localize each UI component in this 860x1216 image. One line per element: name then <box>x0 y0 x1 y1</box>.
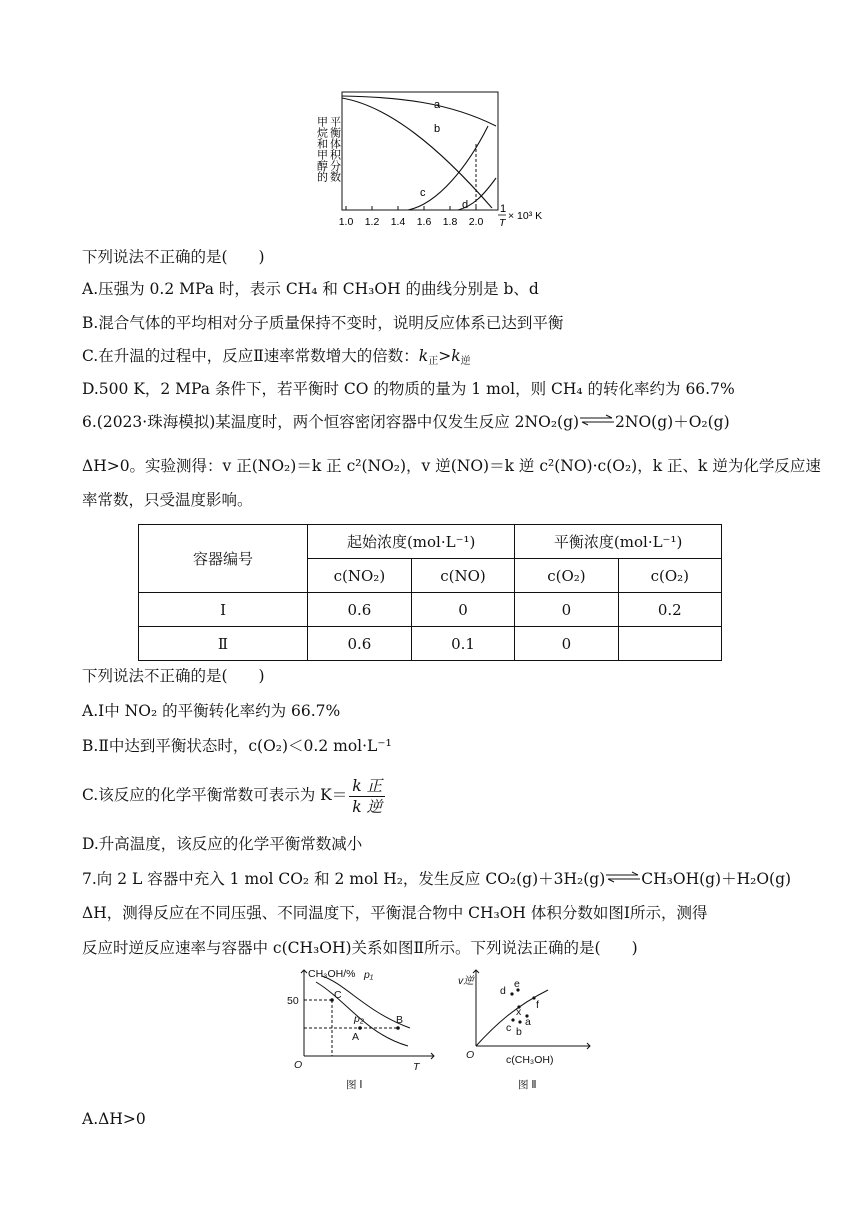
table-cell: Ⅰ <box>139 593 308 627</box>
x-label-num: 1 <box>500 203 507 215</box>
q6-option-d[interactable]: D.升高温度，该反应的化学平衡常数减小 <box>82 835 363 853</box>
x-label-den: T <box>499 217 506 229</box>
point-label-b: B <box>396 1014 404 1026</box>
q6-option-c[interactable]: C.该反应的化学平衡常数可表示为 K＝ $\frac{\text{k 正}}{\text{k 逆}}$ <box>82 772 385 818</box>
curve-label-b: b <box>434 123 441 135</box>
tick-label: 1.6 <box>416 216 432 228</box>
fraction: $\frac{\text{k 正}}{\text{k 逆}}$ <box>349 776 385 817</box>
q5-option-d[interactable]: D.500 K，2 MPa 条件下，若平衡时 CO 的物质的量为 1 mol，则 CH₄ 的转化率约为 66.7% <box>82 380 735 398</box>
curve-label-a: a <box>434 99 441 111</box>
point-label-a: a <box>525 1016 531 1028</box>
tick-label: 1.0 <box>338 216 354 228</box>
table-cell: 0.2 <box>618 593 721 627</box>
table-cell: 0.6 <box>308 593 412 627</box>
q6-option-a[interactable]: A.Ⅰ中 NO₂ 的平衡转化率约为 66.7% <box>82 702 341 720</box>
table-cell: 0 <box>411 593 515 627</box>
point-label-b: b <box>516 1026 522 1038</box>
origin-label: O <box>466 1049 475 1061</box>
y-axis-label: v逆 <box>458 975 474 987</box>
table-subheader: c(O₂) <box>618 559 721 593</box>
point-label-d: d <box>500 985 506 997</box>
table-row <box>139 593 722 627</box>
point-label-e: e <box>514 978 520 990</box>
table-subheader: c(NO₂) <box>308 559 412 593</box>
q6-line2: ΔH>0。实验测得：v 正(NO₂)＝k 正 c²(NO₂)，v 逆(NO)＝k 逆 c²(NO)·c(O₂)，k 正、k 逆为化学反应速 <box>82 457 821 475</box>
tick-label: 1.8 <box>442 216 458 228</box>
x-label-unit: × 10³ K <box>508 210 543 222</box>
point-label-c: C <box>334 989 342 1001</box>
figure-1-ch3oh-vs-t <box>286 964 436 1094</box>
figure-2-v-vs-c <box>456 964 592 1094</box>
q7-option-a[interactable]: A.ΔH>0 <box>82 1110 146 1128</box>
curve-label-d: d <box>462 199 469 211</box>
x-axis-label: T <box>413 1061 420 1073</box>
q6-line3: 率常数，只受温度影响。 <box>82 491 253 509</box>
table-cell: 0 <box>515 593 618 627</box>
table-cell: 0 <box>515 627 618 661</box>
q6-option-b[interactable]: B.Ⅱ中达到平衡状态时，c(O₂)＜0.2 mol·L⁻¹ <box>82 737 392 755</box>
q6-data-table <box>138 524 722 661</box>
point-label-f: f <box>536 999 539 1011</box>
figure-equilibrium-fraction <box>308 86 568 232</box>
curve-label-c: c <box>420 187 426 199</box>
point-label-x: x <box>516 1006 522 1018</box>
q5-option-a[interactable]: A.压强为 0.2 MPa 时，表示 CH₄ 和 CH₃OH 的曲线分别是 b、d <box>82 280 539 298</box>
y-axis-label: CH₃OH/% <box>308 968 356 980</box>
table-cell: Ⅱ <box>139 627 308 661</box>
q5-stem: 下列说法不正确的是( ) <box>82 248 265 266</box>
point-label-c: c <box>506 1022 512 1034</box>
curve-label-p2: p₂ <box>354 1013 364 1025</box>
q6-stem: 下列说法不正确的是( ) <box>82 667 265 685</box>
point-label-a: A <box>352 1031 360 1043</box>
curve-label-p1: p₁ <box>364 969 374 981</box>
table-header-eq: 平衡浓度(mol·L⁻¹) <box>515 525 722 559</box>
table-header-start: 起始浓度(mol·L⁻¹) <box>308 525 515 559</box>
figure-caption: 图 Ⅰ <box>346 1079 363 1091</box>
figure-caption: 图 Ⅱ <box>518 1079 537 1091</box>
curve-a <box>342 96 496 126</box>
q5-option-c[interactable]: C.在升温的过程中，反应Ⅱ速率常数增大的倍数：$k_正>k_逆$ <box>82 347 471 367</box>
table-cell: 0.6 <box>308 627 412 661</box>
tick-label: 2.0 <box>468 216 484 228</box>
q7-line2: ΔH，测得反应在不同压强、不同温度下，平衡混合物中 CH₃OH 体积分数如图Ⅰ所示，测得 <box>82 904 708 922</box>
y-label-line2: 平衡体积分数 <box>328 116 342 182</box>
q5-option-b[interactable]: B.混合气体的平均相对分子质量保持不变时，说明反应体系已达到平衡 <box>82 314 564 332</box>
x-axis-label: c(CH₃OH) <box>506 1054 554 1066</box>
table-cell <box>618 627 721 661</box>
table-header-container: 容器编号 <box>139 525 308 593</box>
tick-label: 1.4 <box>390 216 406 228</box>
origin-label: O <box>294 1059 303 1071</box>
y-tick-50: 50 <box>287 995 299 1007</box>
q7-line3: 反应时逆反应速率与容器中 c(CH₃OH)关系如图Ⅱ所示。下列说法正确的是( ) <box>82 939 638 957</box>
y-label-line1: 甲烷和甲醇的 <box>315 116 329 182</box>
q6-line1: 6.(2023·珠海模拟)某温度时，两个恒容密闭容器中仅发生反应 2NO₂(g) 2NO(g)＋O₂(g) <box>82 413 730 431</box>
tick-label: 1.2 <box>364 216 380 228</box>
table-cell: 0.1 <box>411 627 515 661</box>
table-subheader: c(O₂) <box>515 559 618 593</box>
table-subheader: c(NO) <box>411 559 515 593</box>
q7-line1: 7.向 2 L 容器中充入 1 mol CO₂ 和 2 mol H₂，发生反应 CO₂(g)＋3H₂(g) CH₃OH(g)＋H₂O(g) <box>82 870 792 888</box>
table-row <box>139 627 722 661</box>
